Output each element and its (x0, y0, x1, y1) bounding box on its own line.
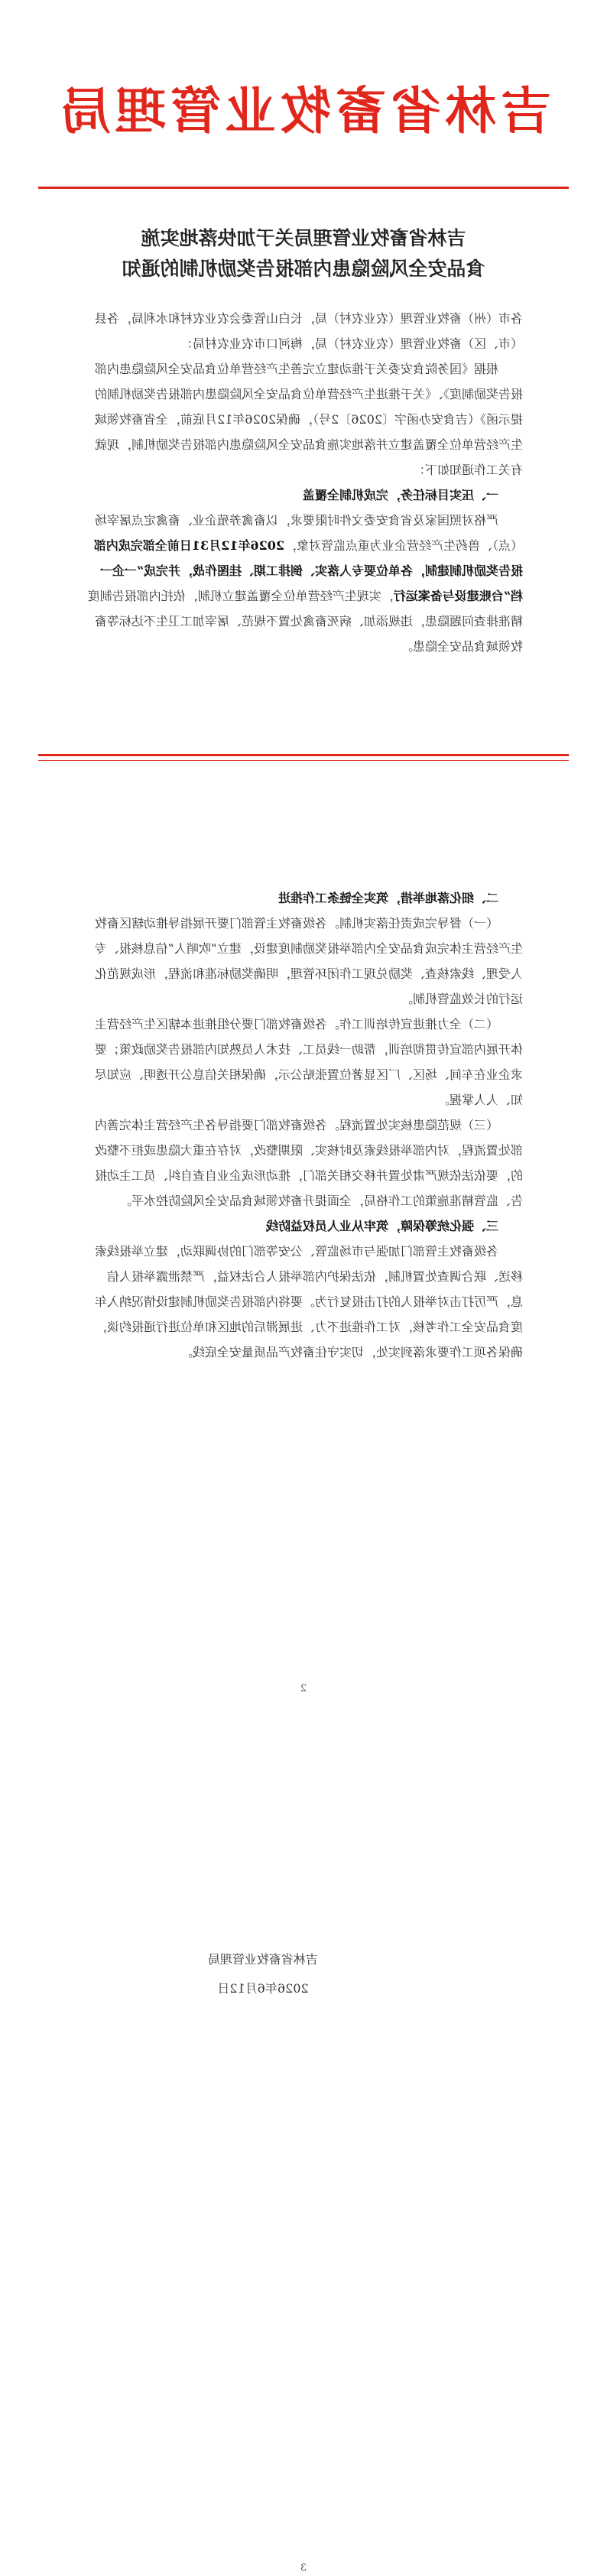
document-page-2 (0, 809, 607, 1711)
body-paragraph-2 (84, 508, 523, 659)
page2-body (84, 885, 523, 1365)
page-number-3: 3 (300, 2562, 307, 2574)
footer-red-rule-bottom (38, 760, 569, 761)
document-title-line-2: 食品安全风险隐患内部报告奖励机制的通知 (122, 258, 485, 280)
issuer-header: 吉林省畜牧业管理局 (56, 81, 551, 141)
paragraph-2-deadline: 2026年12月31日前全部完成内部报告奖励机制建制，各单位要专人落实、倒排工期、挂图作战，并完成“一企一档”台账建设与备案运行 (93, 538, 523, 603)
signature-organization: 吉林省畜牧业管理局 (208, 1952, 319, 1967)
document-page-3 (0, 1711, 607, 2576)
body-paragraph-4: （二）全力推进宣传培训工作。各级畜牧部门要分组推进本辖区生产经营主体开展内部宣传贯彻培训，帮助一线员工、技术人员熟知内部报告奖励政策；要求企业在车间、场区、厂区显著位置张贴公示，确保相关信息公开透明、应知尽知、人人掌握。 (94, 1017, 523, 1107)
signature-date: 2026年6月12日 (217, 1981, 309, 1996)
paragraph-2-lead: 严格对照国家及省食安委文件时限要求，以畜禽养殖企业、畜禽定点屠宰场（点）、兽药生产经营企业为重点监管对象， (94, 513, 523, 553)
footer-red-rule-top (38, 754, 569, 756)
section-3-heading: 三、强化统筹保障，筑牢从业人员权益防线 (265, 1219, 498, 1233)
salutation: 各市（州）畜牧业管理（农业农村）局，长白山管委会农业农村和水利局，各县（市、区）畜牧业管理（农业农村）局，梅河口市农业农村局： (94, 311, 523, 351)
document-title-line-1: 吉林省畜牧业管理局关于加快落地实施 (141, 227, 466, 249)
header-red-rule (38, 187, 569, 189)
paragraph-2-tail: ，实现生产经营单位全覆盖建立机制，依托内部报告制度精准排查问题隐患，违规添加、病死畜禽处置不规范、屠宰加工卫生不达标等畜牧领域食品安全隐患。 (87, 589, 523, 654)
body-paragraph-5: （三）规范隐患核实处置流程。各级畜牧部门要指导各生产经营主体完善内部处置流程，对内部举报线索及时核实、限期整改，对存在重大隐患或拒不整改的，要依法依规严肃处置并移交相关部门，推动形成企业自查自纠、员工主动报告、监管精准施策的工作格局，全面提升畜牧领域食品安全风险防控水平。 (94, 1118, 523, 1208)
body-paragraph-1: 根据《国务院食安委关于推动建立完善生产经营单位食品安全风险隐患内部报告奖励制度》、《关于推进生产经营单位食品安全风险隐患内部报告奖励机制的提示函》（吉食安办函字〔2026〕2号），确保2026年12月底前，全省畜牧领域生产经营单位全覆盖建立并落地实施食品安全风险隐患内部报告奖励机制，现就有关工作通知如下： (94, 362, 523, 477)
section-1-heading: 一、压实目标任务，完成机制全覆盖 (302, 488, 498, 502)
body-paragraph-3: （一）督导完成责任落实机制。各级畜牧主管部门要开展指导推动辖区畜牧生产经营主体完成食品安全内部举报奖励制度建设，建立“吹哨人”信息核报、专人受理、线索核查、奖励兑现工作闭环管理，明确奖励标准和流程，形成规范化运行的长效监管机制。 (94, 916, 523, 1006)
document-page-1 (0, 0, 607, 809)
page1-body (84, 306, 523, 659)
section-2-heading: 二、细化落地举措，筑实全链条工作推进 (278, 891, 498, 905)
body-paragraph-6: 各级畜牧主管部门加强与市场监管、公安等部门的协调联动，建立举报线索移送、联合调查处置机制，依法保护内部举报人合法权益，严禁泄露举报人信息，严厉打击对举报人的打击报复行为。要将内部报告奖励机制建设情况纳入年度食品安全工作考核，对工作推进不力、进展滞后的地区和单位进行通报约谈，确保各项工作要求落到实处，切实守住畜牧产品质量安全底线。 (94, 1244, 523, 1359)
page-number-2: 2 (300, 1683, 307, 1694)
